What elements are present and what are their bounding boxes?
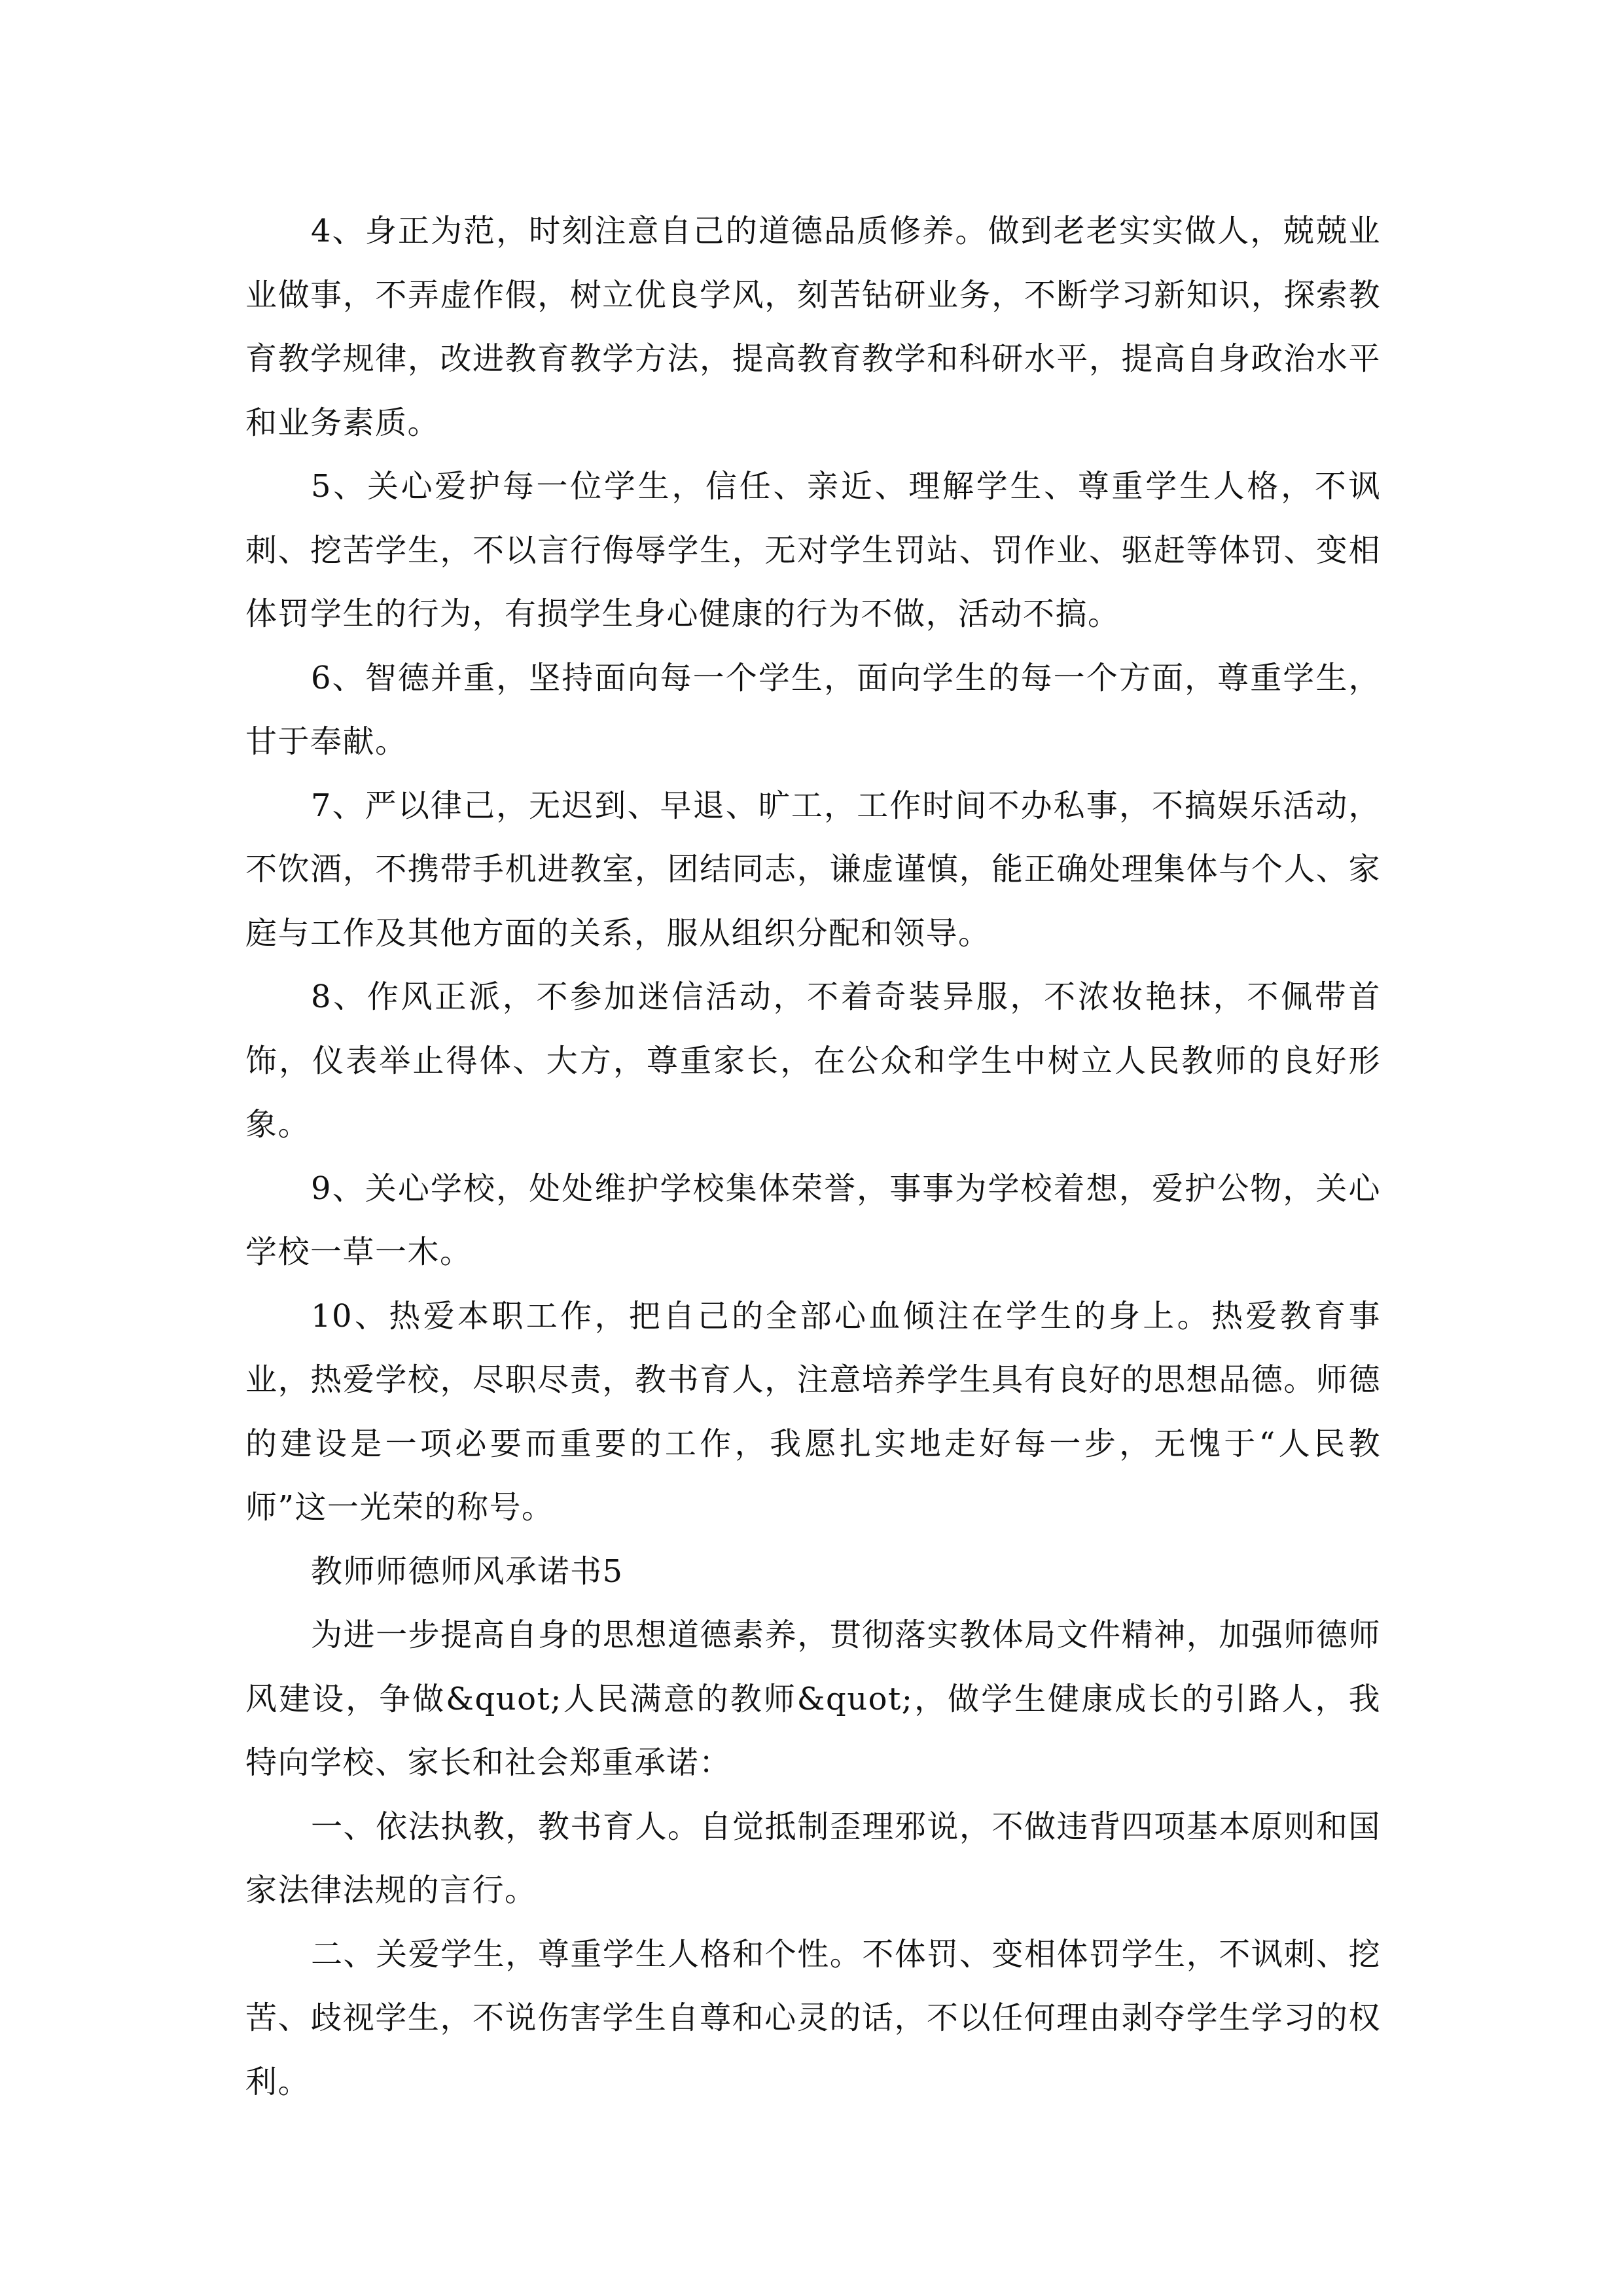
paragraph-item-8: 8、作风正派，不参加迷信活动，不着奇装异服，不浓妆艳抹，不佩带首饰，仪表举止得体、大方，尊重家长，在公众和学生中树立人民教师的良好形象。 [245,978,1381,1143]
paragraph-pledge-2: 二、关爱学生，尊重学生人格和个性。不体罚、变相体罚学生，不讽刺、挖苦、歧视学生，不说伤害学生自尊和心灵的话，不以任何理由剥夺学生学习的权利。 [245,1935,1381,2100]
section-heading: 教师师德师风承诺书5 [311,1552,624,1590]
paragraph-item-10: 10、热爱本职工作，把自己的全部心血倾注在学生的身上。热爱教育事业，热爱学校，尽职尽责，教书育人，注意培养学生具有良好的思想品德。师德的建设是一项必要而重要的工作，我愿扎实地走好每一步，无愧于“人民教师”这一光荣的称号。 [245,1297,1381,1526]
paragraph-item-5: 5、关心爱护每一位学生，信任、亲近、理解学生、尊重学生人格，不讽刺、挖苦学生，不以言行侮辱学生，无对学生罚站、罚作业、驱赶等体罚、变相体罚学生的行为，有损学生身心健康的行为不做，活动不搞。 [245,468,1381,632]
paragraph-intro: 为进一步提高自身的思想道德素养，贯彻落实教体局文件精神，加强师德师风建设，争做&quot;人民满意的教师&quot;，做学生健康成长的引路人，我特向学校、家长和社会郑重承诺： [245,1617,1381,1781]
paragraph-item-9: 9、关心学校，处处维护学校集体荣誉，事事为学校着想，爱护公物，关心学校一草一木。 [245,1170,1381,1270]
document-body [245,200,1381,2114]
paragraph-item-7: 7、严以律己，无迟到、早退、旷工，工作时间不办私事，不搞娱乐活动，不饮酒，不携带手机进教室，团结同志，谦虚谨慎，能正确处理集体与个人、家庭与工作及其他方面的关系，服从组织分配和领导。 [245,787,1381,952]
paragraph-item-6: 6、智德并重，坚持面向每一个学生，面向学生的每一个方面，尊重学生，甘于奉献。 [245,659,1381,760]
paragraph-pledge-1: 一、依法执教，教书育人。自觉抵制歪理邪说，不做违背四项基本原则和国家法律法规的言行。 [245,1808,1381,1909]
paragraph-item-4: 4、身正为范，时刻注意自己的道德品质修养。做到老老实实做人，兢兢业业做事，不弄虚作假，树立优良学风，刻苦钻研业务，不断学习新知识，探索教育教学规律，改进教育教学方法，提高教育教学和科研水平，提高自身政治水平和业务素质。 [245,213,1381,441]
